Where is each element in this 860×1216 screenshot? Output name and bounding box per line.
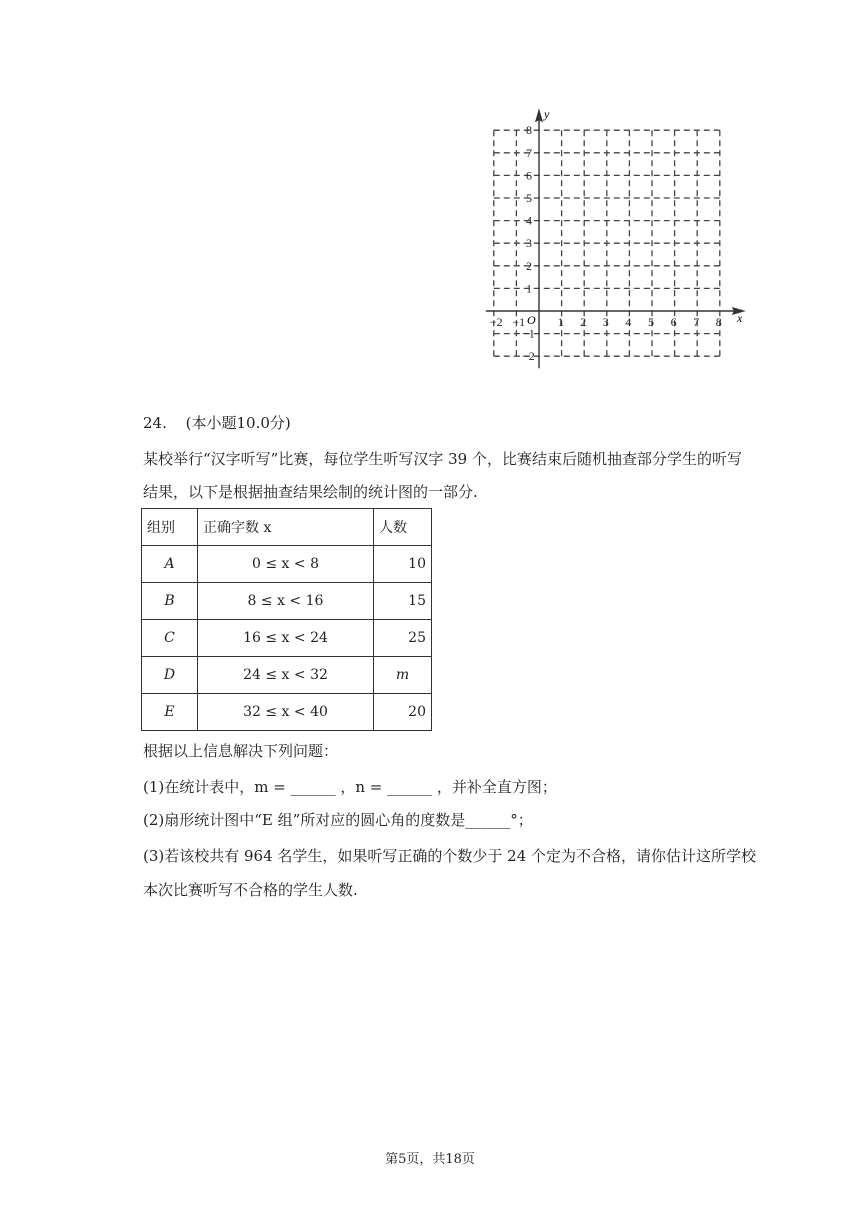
y-axis-arrow	[535, 108, 543, 122]
y-tick-label: −1	[522, 326, 535, 341]
tasks-intro: 根据以上信息解决下列问题：	[143, 742, 339, 760]
x-tick-label: 6	[670, 315, 677, 329]
row-count: m	[374, 657, 432, 694]
question-meta: (本小题10.0分)	[185, 414, 291, 432]
row-count: 15	[374, 583, 432, 620]
x-tick-label: 3	[602, 315, 609, 329]
x-axis-label: x	[737, 311, 743, 325]
x-tick-label: −2	[489, 315, 503, 329]
y-tick-label: 2	[526, 258, 532, 273]
row-range: 16 ≤ x < 24	[198, 620, 374, 657]
coordinate-grid-figure	[478, 104, 758, 374]
page-footer: 第5页，共18页	[385, 1152, 475, 1167]
row-range: 0 ≤ x < 8	[198, 546, 374, 583]
y-tick-label: 1	[526, 281, 532, 296]
table-row	[142, 620, 432, 657]
row-group: E	[142, 694, 198, 731]
x-tick-label: −1	[512, 315, 526, 329]
table-row	[142, 694, 432, 731]
table-row	[142, 546, 432, 583]
x-tick-label: 4	[625, 315, 632, 329]
row-range: 32 ≤ x < 40	[198, 694, 374, 731]
y-tick-label: 8	[526, 123, 532, 138]
x-tick-label: 2	[580, 315, 587, 329]
table-row	[142, 583, 432, 620]
row-count: 10	[374, 546, 432, 583]
header-count: 人数	[374, 509, 432, 546]
task-3-line2: 本次比赛听写不合格的学生人数.	[143, 881, 358, 899]
task-1: (1)在统计表中，m = ______ ，n = ______ ，并补全直方图；	[143, 778, 557, 796]
row-range: 8 ≤ x < 16	[198, 583, 374, 620]
header-range: 正确字数 x	[198, 509, 374, 546]
task-3-line1: (3)若该校共有 964 名学生，如果听写正确的个数少于 24 个定为不合格，请你估计这所学校	[143, 847, 757, 865]
question-number: 24.	[143, 414, 167, 432]
table-row	[142, 657, 432, 694]
table-header-row	[142, 509, 432, 546]
x-tick-label: 5	[648, 315, 654, 329]
x-tick-label: 1	[557, 315, 564, 329]
question-text-line1: 某校举行“汉字听写”比赛，每位学生听写汉字 39 个，比赛结束后随机抽查部分学生的听写	[143, 450, 742, 468]
y-axis-label: y	[544, 107, 550, 121]
row-group: B	[142, 583, 198, 620]
task-2: (2)扇形统计图中“E 组”所对应的圆心角的度数是______°；	[143, 811, 533, 829]
row-group: C	[142, 620, 198, 657]
question-text-line2: 结果，以下是根据抽查结果绘制的统计图的一部分.	[143, 483, 478, 501]
frequency-table	[141, 508, 432, 731]
x-tick-label: 7	[693, 315, 700, 329]
question-header	[143, 412, 291, 433]
origin-label: O	[527, 313, 536, 327]
row-count: 25	[374, 620, 432, 657]
y-tick-label: 6	[526, 168, 532, 183]
row-count: 20	[374, 694, 432, 731]
row-group: D	[142, 657, 198, 694]
y-tick-label: 7	[526, 145, 532, 160]
x-tick-label: 8	[715, 315, 722, 329]
row-range: 24 ≤ x < 32	[198, 657, 374, 694]
y-tick-label: 4	[526, 213, 532, 228]
y-tick-label: −2	[522, 349, 535, 364]
y-tick-label: 5	[526, 191, 532, 205]
y-tick-label: 3	[526, 236, 532, 251]
header-group: 组别	[142, 509, 198, 546]
row-group: A	[142, 546, 198, 583]
